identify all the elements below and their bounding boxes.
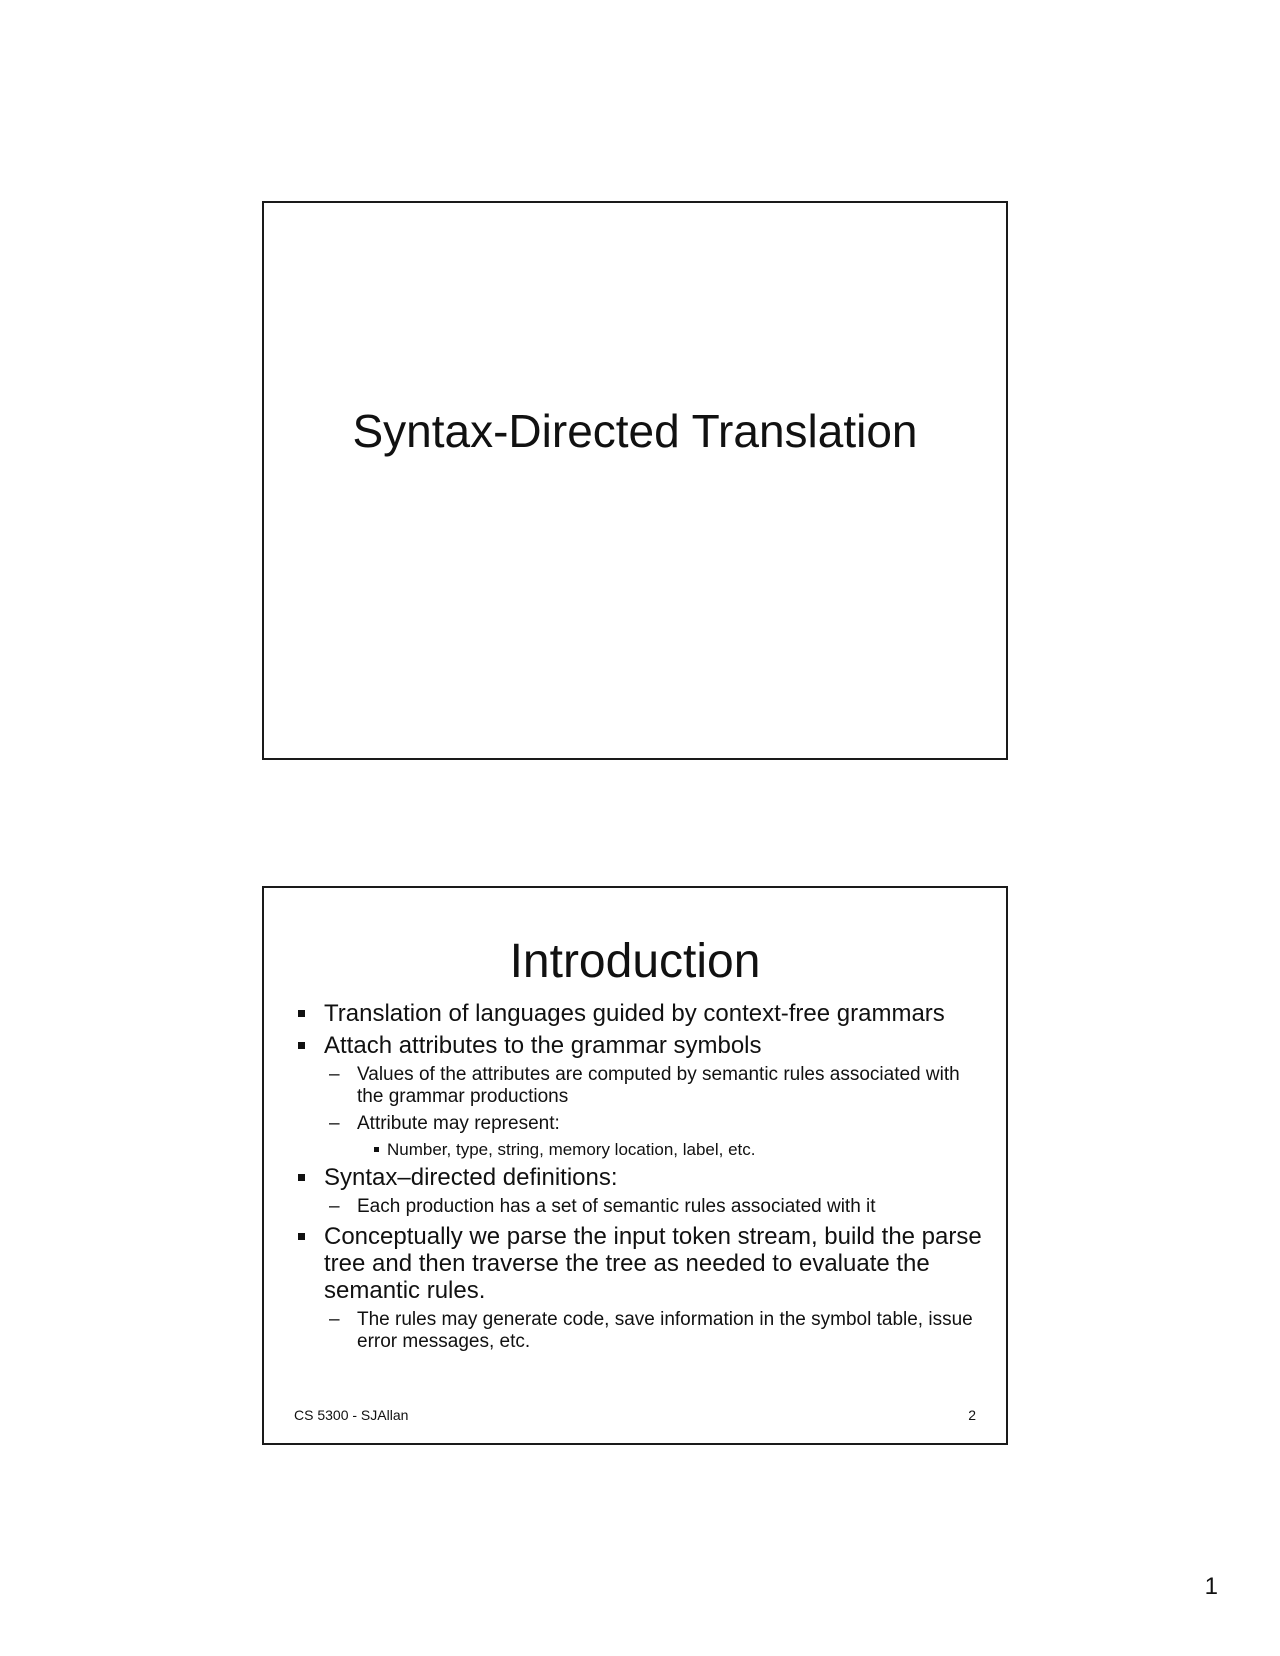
sub-bullet-item (294, 1064, 986, 1108)
slide-footer-course: CS 5300 - SJAllan (294, 1407, 409, 1423)
dash-bullet-icon: – (329, 1309, 340, 1330)
sub-bullet-text: Values of the attributes are computed by semantic rules associated with the grammar productions (357, 1064, 960, 1107)
bullet-item (294, 1000, 986, 1027)
square-bullet-icon (298, 1010, 305, 1017)
dash-bullet-icon: – (329, 1064, 340, 1085)
square-bullet-icon (298, 1233, 305, 1240)
sub-bullet-text: The rules may generate code, save information in the symbol table, issue error messages, etc. (357, 1309, 973, 1352)
square-bullet-icon (298, 1174, 305, 1181)
bullet-list (294, 1000, 986, 1358)
slide-heading: Introduction (509, 935, 761, 988)
sub-bullet-item (294, 1196, 986, 1218)
sub-bullet-text: Each production has a set of semantic rules associated with it (357, 1196, 876, 1217)
square-bullet-icon (298, 1042, 305, 1049)
slide-title: Syntax-Directed Translation (352, 405, 918, 457)
sub-sub-bullet-item (294, 1140, 986, 1160)
bullet-text: Translation of languages guided by context-free grammars (324, 1000, 945, 1027)
slide-2 (262, 886, 1008, 1445)
bullet-item (294, 1164, 986, 1191)
dash-bullet-icon: – (329, 1113, 340, 1134)
page-number: 1 (1204, 1573, 1218, 1600)
sub-bullet-item (294, 1113, 986, 1135)
slide-number: 2 (968, 1407, 976, 1423)
dash-bullet-icon: – (329, 1196, 340, 1217)
sub-sub-bullet-text: Number, type, string, memory location, label, etc. (387, 1140, 756, 1159)
bullet-item (294, 1032, 986, 1059)
square-bullet-icon (374, 1147, 379, 1152)
slide-1 (262, 201, 1008, 760)
bullet-text: Syntax–directed definitions: (324, 1164, 618, 1191)
bullet-text: Conceptually we parse the input token stream, build the parse tree and then traverse the tree as needed to evaluate the semantic rules. (324, 1223, 982, 1304)
bullet-text: Attach attributes to the grammar symbols (324, 1032, 762, 1059)
sub-bullet-item (294, 1309, 986, 1353)
sub-bullet-text: Attribute may represent: (357, 1113, 560, 1134)
bullet-item (294, 1223, 986, 1304)
